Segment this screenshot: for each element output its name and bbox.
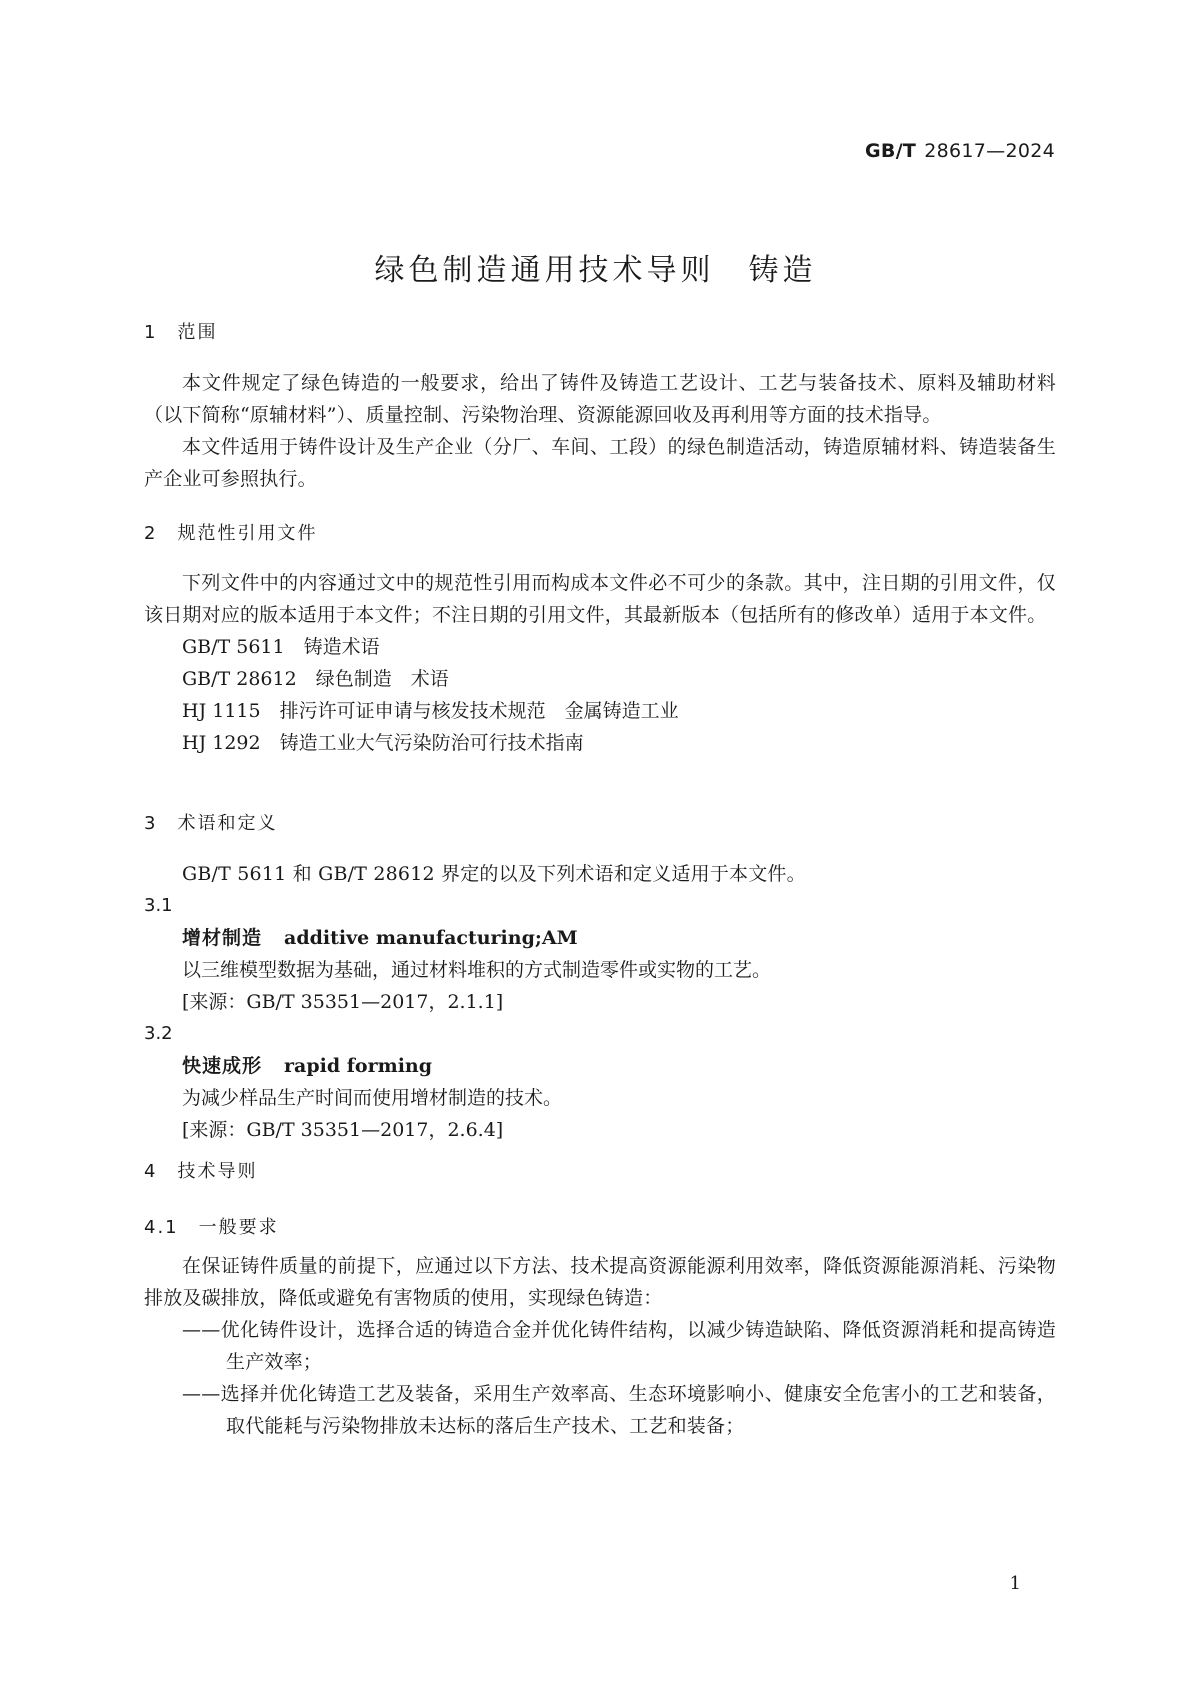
standard-year: 28617—2024 xyxy=(924,140,1055,162)
section-3-body xyxy=(144,858,1056,1146)
reference-item: GB/T 5611 铸造术语 xyxy=(182,636,380,658)
section-2-intro: 下列文件中的内容通过文中的规范性引用而构成本文件必不可少的条款。其中，注日期的引用文件，仅该日期对应的版本适用于本文件；不注日期的引用文件，其最新版本（包括所有的修改单）适用于本文件。 xyxy=(144,572,1056,626)
term-chinese: 快速成形 xyxy=(182,1055,263,1077)
term-number: 3.1 xyxy=(144,895,173,916)
term-chinese: 增材制造 xyxy=(182,927,263,949)
section-1-paragraph-1: 本文件规定了绿色铸造的一般要求，给出了铸件及铸造工艺设计、工艺与装备技术、原料及辅助材料（以下简称“原辅材料”）、质量控制、污染物治理、资源能源回收及再利用等方面的技术指导。 xyxy=(144,372,1056,426)
list-item: ——优化铸件设计，选择合适的铸造合金并优化铸件结构，以减少铸造缺陷、降低资源消耗和提高铸造生产效率； xyxy=(182,1319,1056,1373)
standard-code: GB/T xyxy=(865,140,917,162)
section-2-heading-block xyxy=(144,519,1056,545)
term-definition: 为减少样品生产时间而使用增材制造的技术。 xyxy=(182,1087,563,1109)
reference-item: HJ 1115 排污许可证申请与核发技术规范 金属铸造工业 xyxy=(182,700,679,722)
section-4-heading: 4 技术导则 xyxy=(144,1161,258,1182)
term-english: additive manufacturing;AM xyxy=(284,927,578,949)
page-number: 1 xyxy=(1009,1573,1021,1594)
section-1-heading-block xyxy=(144,318,1056,344)
section-4-1-heading-block xyxy=(144,1213,1056,1239)
section-2-body xyxy=(144,567,1056,759)
list-item: ——选择并优化铸造工艺及装备，采用生产效率高、生态环境影响小、健康安全危害小的工艺和装备，取代能耗与污染物排放未达标的落后生产技术、工艺和装备； xyxy=(182,1383,1056,1437)
section-3-intro: GB/T 5611 和 GB/T 28612 界定的以及下列术语和定义适用于本文件。 xyxy=(182,863,806,885)
reference-item: HJ 1292 铸造工业大气污染防治可行技术指南 xyxy=(182,732,584,754)
term-english: rapid forming xyxy=(284,1055,433,1077)
term-heading xyxy=(144,922,1056,954)
section-3-heading-block xyxy=(144,809,1056,835)
section-4-heading-block xyxy=(144,1157,1056,1183)
section-4-1-heading: 4.1 一般要求 xyxy=(144,1217,279,1238)
term-source: [来源：GB/T 35351—2017，2.6.4] xyxy=(182,1119,504,1141)
reference-item: GB/T 28612 绿色制造 术语 xyxy=(182,668,449,690)
standard-number xyxy=(865,140,1055,162)
section-4-1-intro: 在保证铸件质量的前提下，应通过以下方法、技术提高资源能源利用效率，降低资源能源消耗、污染物排放及碳排放，降低或避免有害物质的使用，实现绿色铸造： xyxy=(144,1255,1056,1309)
section-1-body xyxy=(144,367,1056,495)
section-4-1-body xyxy=(144,1250,1056,1442)
section-3-heading: 3 术语和定义 xyxy=(144,813,278,834)
term-definition: 以三维模型数据为基础，通过材料堆积的方式制造零件或实物的工艺。 xyxy=(182,959,772,981)
term-heading xyxy=(144,1050,1056,1082)
section-2-heading: 2 规范性引用文件 xyxy=(144,523,318,544)
section-1-heading: 1 范围 xyxy=(144,322,218,343)
term-source: [来源：GB/T 35351—2017，2.1.1] xyxy=(182,991,504,1013)
section-1-paragraph-2: 本文件适用于铸件设计及生产企业（分厂、车间、工段）的绿色制造活动，铸造原辅材料、铸造装备生产企业可参照执行。 xyxy=(144,436,1056,490)
term-number: 3.2 xyxy=(144,1023,173,1044)
document-title: 绿色制造通用技术导则 铸造 xyxy=(374,253,817,288)
